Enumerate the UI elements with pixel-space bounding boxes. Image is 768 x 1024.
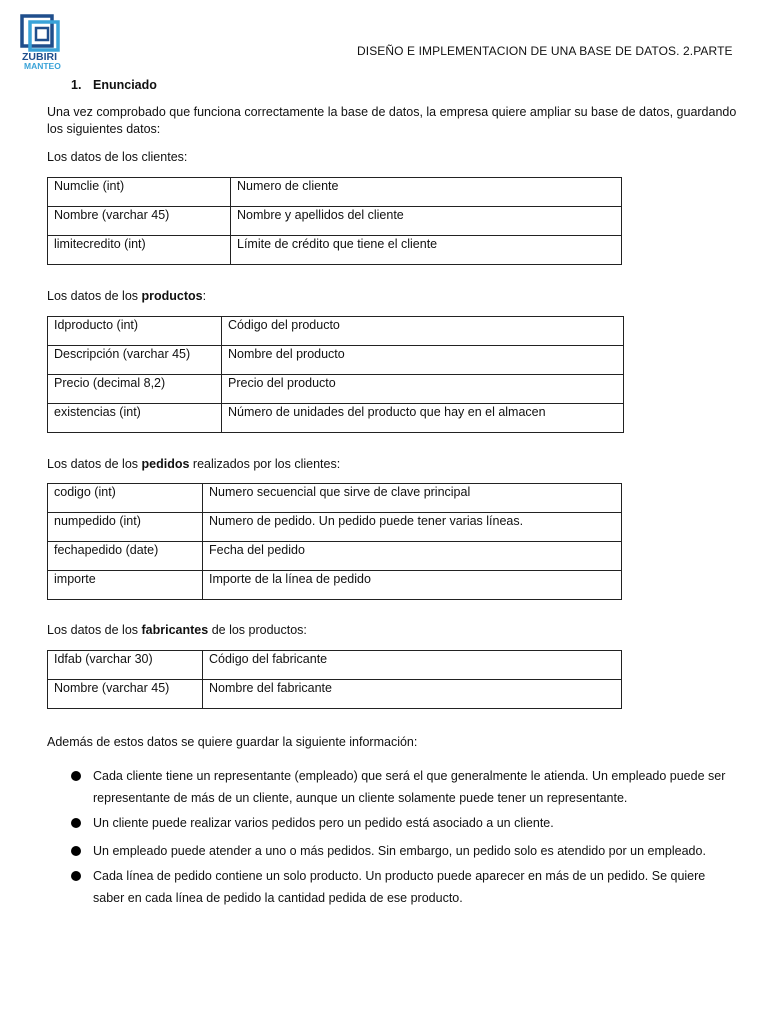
logo-text-1: ZUBIRI xyxy=(22,51,57,63)
field-cell: codigo (int) xyxy=(48,484,203,513)
field-cell: numpedido (int) xyxy=(48,513,203,542)
table-row xyxy=(48,484,622,513)
lead-text: Los datos de los xyxy=(47,623,142,637)
description-cell: Nombre del producto xyxy=(222,346,624,375)
extra-info-lead: Además de estos datos se quiere guardar la siguiente información: xyxy=(47,735,418,749)
field-cell: importe xyxy=(48,571,203,600)
table-row xyxy=(48,404,624,433)
pedidos-table xyxy=(47,483,622,600)
description-cell: Numero secuencial que sirve de clave principal xyxy=(203,484,622,513)
lead-bold-text: pedidos xyxy=(141,457,190,471)
clientes-lead: Los datos de los clientes: xyxy=(47,150,188,164)
list-item-text: Un cliente puede realizar varios pedidos pero un pedido está asociado a un cliente. xyxy=(93,816,554,830)
section-number: 1. xyxy=(71,78,82,92)
description-cell: Límite de crédito que tiene el cliente xyxy=(231,236,622,265)
field-cell: existencias (int) xyxy=(48,404,222,433)
list-item xyxy=(47,812,727,834)
description-cell: Numero de cliente xyxy=(231,178,622,207)
field-cell: Idproducto (int) xyxy=(48,317,222,346)
field-cell: limitecredito (int) xyxy=(48,236,231,265)
description-cell: Fecha del pedido xyxy=(203,542,622,571)
table-row xyxy=(48,178,622,207)
lead-text: Los datos de los xyxy=(47,457,142,471)
description-cell: Número de unidades del producto que hay en el almacen xyxy=(222,404,624,433)
table-row xyxy=(48,571,622,600)
table-row xyxy=(48,236,622,265)
table-row xyxy=(48,513,622,542)
lead-text: Los datos de los xyxy=(47,289,142,303)
bullet-icon xyxy=(71,846,81,856)
list-item-text: Cada cliente tiene un representante (empleado) que será el que generalmente le atienda. Un empleado puede ser representante de más de un cliente, aunque un cliente solamente puede tener un representante. xyxy=(93,769,726,805)
pedidos-lead xyxy=(47,456,737,473)
list-item xyxy=(47,765,727,809)
list-item-text: Un empleado puede atender a uno o más pedidos. Sin embargo, un pedido solo es atendido por un empleado. xyxy=(93,844,706,858)
table-row xyxy=(48,207,622,236)
productos-lead xyxy=(47,288,737,305)
description-cell: Importe de la línea de pedido xyxy=(203,571,622,600)
bullet-icon xyxy=(71,871,81,881)
description-cell: Numero de pedido. Un pedido puede tener varias líneas. xyxy=(203,513,622,542)
table-row xyxy=(48,680,622,709)
table-row xyxy=(48,542,622,571)
requirements-list xyxy=(47,765,727,912)
bullet-icon xyxy=(71,818,81,828)
field-cell: Descripción (varchar 45) xyxy=(48,346,222,375)
description-cell: Precio del producto xyxy=(222,375,624,404)
table-row xyxy=(48,346,624,375)
bullet-icon xyxy=(71,771,81,781)
lead-bold-text: productos xyxy=(141,289,203,303)
table-row xyxy=(48,651,622,680)
lead-text: : xyxy=(202,289,207,303)
field-cell: fechapedido (date) xyxy=(48,542,203,571)
field-cell: Nombre (varchar 45) xyxy=(48,680,203,709)
field-cell: Idfab (varchar 30) xyxy=(48,651,203,680)
list-item xyxy=(47,865,727,909)
description-cell: Nombre y apellidos del cliente xyxy=(231,207,622,236)
table-row xyxy=(48,317,624,346)
lead-text: de los productos: xyxy=(208,623,307,637)
fabricantes-table xyxy=(47,650,622,709)
lead-bold-text: fabricantes xyxy=(141,623,209,637)
intro-paragraph: Una vez comprobado que funciona correctamente la base de datos, la empresa quiere ampliar su base de datos, guardando los siguientes datos: xyxy=(47,105,737,136)
logo-text-2: MANTEO xyxy=(24,61,61,70)
list-item xyxy=(47,840,727,862)
document-header-title: DISEÑO E IMPLEMENTACION DE UNA BASE DE DATOS. 2.PARTE xyxy=(357,44,733,58)
table-row xyxy=(48,375,624,404)
field-cell: Precio (decimal 8,2) xyxy=(48,375,222,404)
fabricantes-lead xyxy=(47,622,737,639)
school-logo xyxy=(20,14,72,70)
description-cell: Código del producto xyxy=(222,317,624,346)
description-cell: Código del fabricante xyxy=(203,651,622,680)
productos-table xyxy=(47,316,624,433)
clientes-table xyxy=(47,177,622,265)
section-title: Enunciado xyxy=(93,78,157,92)
field-cell: Numclie (int) xyxy=(48,178,231,207)
lead-text: realizados por los clientes: xyxy=(189,457,341,471)
description-cell: Nombre del fabricante xyxy=(203,680,622,709)
section-heading xyxy=(71,78,157,92)
field-cell: Nombre (varchar 45) xyxy=(48,207,231,236)
list-item-text: Cada línea de pedido contiene un solo producto. Un producto puede aparecer en más de un pedido. Se quiere saber en cada línea de pedido la cantidad pedida de ese producto. xyxy=(93,869,706,905)
